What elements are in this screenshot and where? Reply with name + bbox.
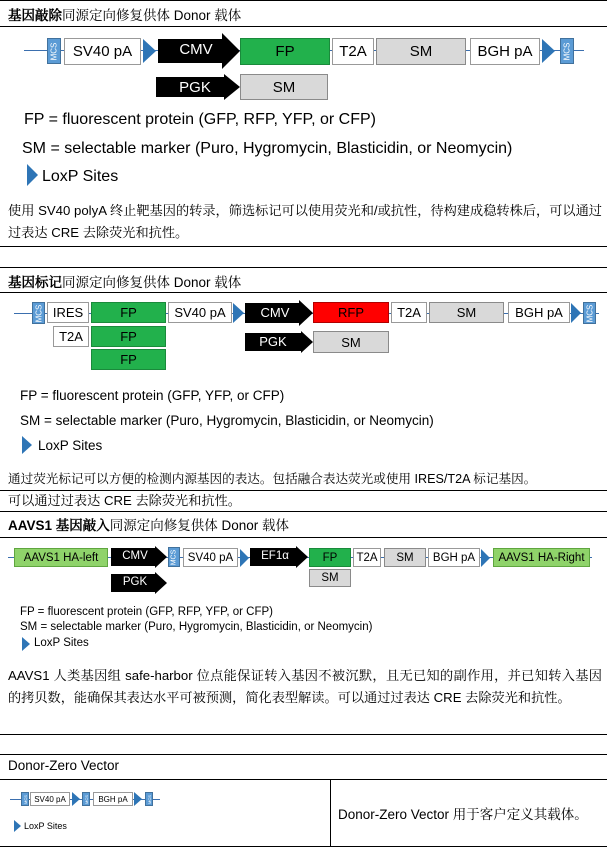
fp-element: FP bbox=[91, 302, 166, 323]
section4-title: Donor-Zero Vector bbox=[8, 758, 120, 773]
section2-legend-sm: SM = selectable marker (Puro, Hygromycin, Blasticidin, or Neomycin) bbox=[20, 413, 434, 428]
section3-title-bold: AAVS1 基因敲入 bbox=[8, 518, 110, 533]
aavs1-ha-left-element: AAVS1 HA-left bbox=[14, 548, 108, 567]
section3-title-rest: 同源定向修复供体 Donor 载体 bbox=[109, 518, 290, 533]
loxp-site-icon bbox=[481, 549, 490, 567]
fp-element: FP bbox=[240, 38, 330, 65]
fp-element-2: FP bbox=[91, 326, 166, 347]
loxp-site-icon bbox=[571, 303, 581, 323]
sm-element-2: SM bbox=[309, 569, 351, 587]
loxp-legend-icon bbox=[14, 820, 21, 832]
t2a-element: T2A bbox=[391, 302, 427, 323]
loxp-site-icon bbox=[134, 792, 142, 806]
section1-title bbox=[8, 4, 241, 24]
section2-title bbox=[8, 271, 241, 291]
t2a-element-2: T2A bbox=[53, 326, 89, 347]
section1-description: 使用 SV40 polyA 终止靶基因的转录，筛选标记可以使用荧光和/或抗性，待构建成稳转株后，可以通过过表达 CRE 去除荧光和抗性。 bbox=[8, 203, 602, 240]
cmv-label: CMV bbox=[122, 550, 148, 562]
mcs-site: MCS bbox=[560, 38, 574, 64]
loxp-site-icon bbox=[72, 792, 80, 806]
section3-description: AAVS1 人类基因组 safe-harbor 位点能保证转入基因不被沉默，且无已知的副作用，并已知转入基因的拷贝数，能确保其表达水平可被预测，简化表型解读。可以通过过表达 CRE 去除荧光和抗性。 bbox=[8, 668, 602, 705]
section2-description-2: 可以通过过表达 CRE 去除荧光和抗性。 bbox=[8, 493, 241, 508]
section4-legend-loxp: LoxP Sites bbox=[24, 821, 67, 831]
sm-element-2: SM bbox=[240, 74, 328, 100]
section3-legend-fp: FP = fluorescent protein (GFP, RFP, YFP, or CFP) bbox=[20, 606, 273, 618]
bgh-pa-element: BGH pA bbox=[93, 792, 133, 806]
section2-legend-fp: FP = fluorescent protein (GFP, YFP, or CFP) bbox=[20, 388, 285, 403]
sv40-pa-element: SV40 pA bbox=[183, 548, 238, 567]
loxp-site-icon bbox=[143, 39, 156, 63]
mcs-site: MCS bbox=[583, 302, 596, 324]
sm-element: SM bbox=[384, 548, 426, 567]
mcs-site: MCS bbox=[32, 302, 45, 324]
section1-legend-fp: FP = fluorescent protein (GFP, RFP, YFP, or CFP) bbox=[24, 111, 376, 128]
bgh-pa-element: BGH pA bbox=[508, 302, 570, 323]
sm-element: SM bbox=[429, 302, 504, 323]
sm-element: SM bbox=[376, 38, 466, 65]
rfp-element: RFP bbox=[313, 302, 389, 323]
section2-title-bold: 基因标记 bbox=[8, 275, 62, 290]
section3-legend-loxp: LoxP Sites bbox=[34, 637, 89, 649]
t2a-element: T2A bbox=[353, 548, 381, 567]
pgk-label: PGK bbox=[122, 576, 148, 588]
sv40-pa-element: SV40 pA bbox=[30, 792, 70, 806]
loxp-legend-icon bbox=[27, 164, 38, 186]
section4-description: Donor-Zero Vector 用于客户定义其载体。 bbox=[338, 807, 588, 822]
ef1a-label: EF1α bbox=[261, 550, 289, 562]
aavs1-ha-right-element: AAVS1 HA-Right bbox=[493, 548, 590, 567]
loxp-legend-icon bbox=[22, 637, 30, 651]
pgk-label: PGK bbox=[259, 334, 287, 349]
fp-element: FP bbox=[309, 548, 351, 567]
bgh-pa-element: BGH pA bbox=[470, 38, 540, 65]
loxp-site-icon bbox=[542, 39, 555, 63]
section3-title bbox=[8, 514, 289, 534]
section1-title-rest: 同源定向修复供体 Donor 载体 bbox=[62, 8, 242, 23]
mcs-site: MCS bbox=[47, 38, 61, 64]
section3-legend-sm: SM = selectable marker (Puro, Hygromycin, Blasticidin, or Neomycin) bbox=[20, 621, 373, 633]
cmv-label: CMV bbox=[260, 305, 290, 320]
loxp-legend-icon bbox=[22, 436, 32, 454]
bgh-pa-element: BGH pA bbox=[428, 548, 480, 567]
sv40-pa-element: SV40 pA bbox=[64, 38, 141, 65]
mcs-site: MCS bbox=[21, 792, 29, 806]
section2-legend-loxp: LoxP Sites bbox=[38, 438, 103, 453]
loxp-site-icon bbox=[240, 549, 249, 567]
loxp-site-icon bbox=[233, 303, 244, 323]
section1-title-bold: 基因敲除 bbox=[8, 8, 62, 23]
sm-element-2: SM bbox=[313, 331, 389, 353]
section1-legend-loxp: LoxP Sites bbox=[42, 168, 119, 185]
ires-element: IRES bbox=[47, 302, 89, 323]
section2-title-rest: 同源定向修复供体 Donor 载体 bbox=[62, 275, 242, 290]
mcs-site: MCS bbox=[145, 792, 153, 806]
fp-element-3: FP bbox=[91, 349, 166, 370]
mcs-site: MCS bbox=[82, 792, 90, 806]
sv40-pa-element: SV40 pA bbox=[168, 302, 232, 323]
section2-description: 通过荧光标记可以方便的检测内源基因的表达。包括融合表达荧光或使用 IRES/T2A 标记基因。 bbox=[8, 472, 537, 486]
cmv-label: CMV bbox=[179, 41, 213, 58]
mcs-site: MCS bbox=[168, 547, 180, 567]
section1-legend-sm: SM = selectable marker (Puro, Hygromycin, Blasticidin, or Neomycin) bbox=[22, 140, 513, 157]
t2a-element: T2A bbox=[332, 38, 374, 65]
pgk-label: PGK bbox=[179, 79, 211, 96]
